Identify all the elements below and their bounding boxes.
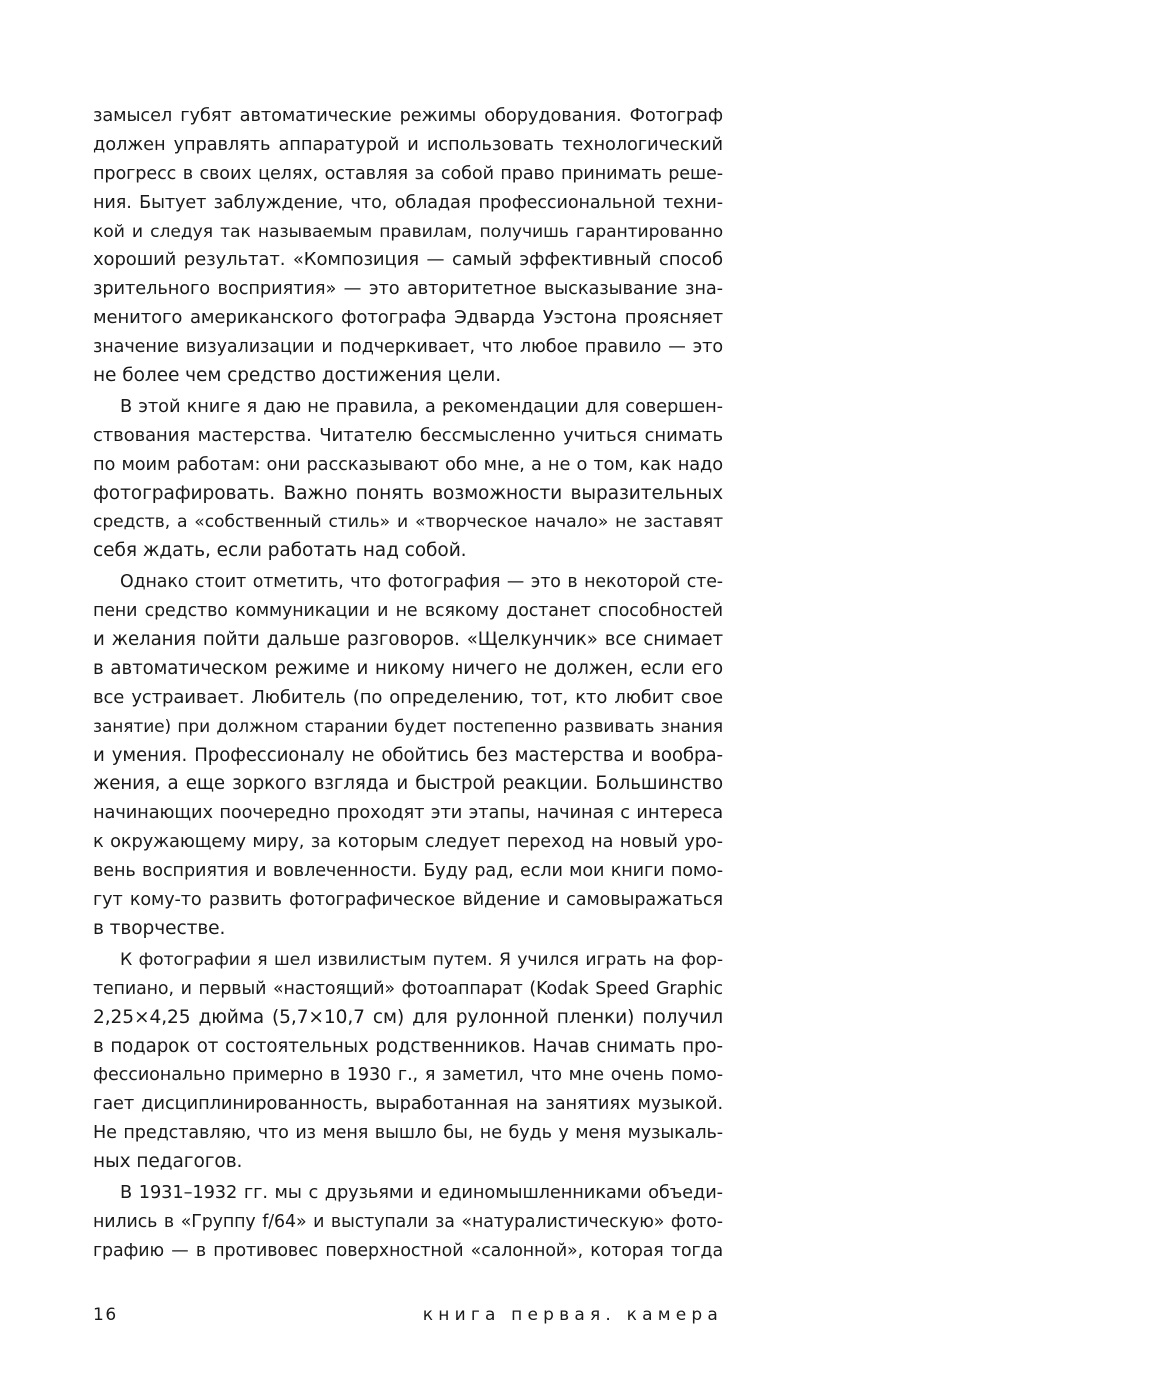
text-line: занятие) при должном старании будет постепенно развивать знания	[93, 716, 723, 737]
text-line: кой и следуя так называемым правилам, получишь гарантированно	[93, 221, 723, 242]
text-line: себя ждать, если работать над собой.	[93, 540, 467, 562]
page-number: 16	[93, 1305, 118, 1325]
text-line: 2,25×4,25 дюйма (5,7×10,7 см) для рулонной пленки) получил	[93, 1006, 723, 1028]
text-line: Однако стоит отметить, что фотография — это в некоторой сте-	[120, 572, 723, 593]
text-line: прогресс в своих целях, оставляя за собой право принимать реше-	[93, 163, 723, 184]
text-line: ных педагогов.	[93, 1151, 243, 1173]
text-line: все устраивает. Любитель (по определению, тот, кто любит свое	[93, 686, 723, 708]
text-line: в автоматическом режиме и никому ничего не должен, если его	[93, 657, 723, 679]
text-line: замысел губят автоматические режимы оборудования. Фотограф	[93, 105, 723, 126]
text-line: значение визуализации и подчеркивает, что любое правило — это	[93, 337, 723, 358]
text-line: ствования мастерства. Читателю бессмысленно учиться снимать	[93, 424, 723, 446]
text-line: начинающих поочередно проходят эти этапы, начиная с интереса	[93, 802, 723, 824]
text-line: и желания пойти дальше разговоров. «Щелкунчик» все снимает	[93, 629, 723, 651]
text-line: вень восприятия и вовлеченности. Буду рад, если мои книги помо-	[93, 861, 723, 882]
text-line: Не представляю, что из меня вышло бы, не будь у меня музыкаль-	[93, 1123, 723, 1144]
text-line: не более чем средство достижения цели.	[93, 365, 502, 387]
page-body	[93, 102, 723, 1266]
text-line: гут кому-то развить фотографическое вйдение и самовыражаться	[93, 890, 723, 911]
text-line: нились в «Группу f/64» и выступали за «натуралистическую» фото-	[93, 1211, 723, 1232]
text-line: к окружающему миру, за которым следует переход на новый уро-	[93, 831, 723, 853]
text-line: в подарок от состоятельных родственников. Начав снимать про-	[93, 1035, 723, 1057]
text-line: хороший результат. «Композиция — самый эффективный способ	[93, 249, 723, 271]
text-line: К фотографии я шел извилистым путем. Я учился играть на фор-	[120, 949, 723, 970]
text-line: фотографировать. Важно понять возможности выразительных	[93, 482, 723, 504]
text-line: в творчестве.	[93, 917, 226, 939]
text-line: ния. Бытует заблуждение, что, обладая профессиональной техни-	[93, 192, 723, 213]
text-line: фессионально примерно в 1930 г., я заметил, что мне очень помо-	[93, 1065, 723, 1086]
text-line: по моим работам: они рассказывают обо мне, а не о том, как надо	[93, 453, 723, 475]
text-line: гает дисциплинированность, выработанная на занятиях музыкой.	[93, 1093, 723, 1115]
page-footer	[93, 1303, 723, 1327]
text-line: жения, а еще зоркого взгляда и быстрой реакции. Большинство	[93, 773, 723, 795]
text-line: тепиано, и первый «настоящий» фотоаппарат (Kodak Speed Graphic	[93, 978, 723, 999]
running-head: книга первая. камера	[422, 1305, 723, 1325]
text-line: менитого американского фотографа Эдварда Уэстона проясняет	[93, 307, 723, 329]
text-line: графию — в противовес поверхностной «салонной», которая тогда	[93, 1240, 723, 1261]
text-line: пени средство коммуникации и не всякому достанет способностей	[93, 601, 723, 622]
text-line: В этой книге я даю не правила, а рекомендации для совершен-	[120, 395, 723, 417]
text-line: зрительного восприятия» — это авторитетное высказывание зна-	[93, 278, 723, 300]
text-line: и умения. Профессионалу не обойтись без мастерства и вообра-	[93, 744, 723, 766]
text-line: должен управлять аппаратурой и использовать технологический	[93, 133, 723, 155]
text-line: В 1931–1932 гг. мы с друзьями и единомышленниками объеди-	[120, 1181, 723, 1203]
text-line: средств, а «собственный стиль» и «творческое начало» не заставят	[93, 512, 723, 533]
